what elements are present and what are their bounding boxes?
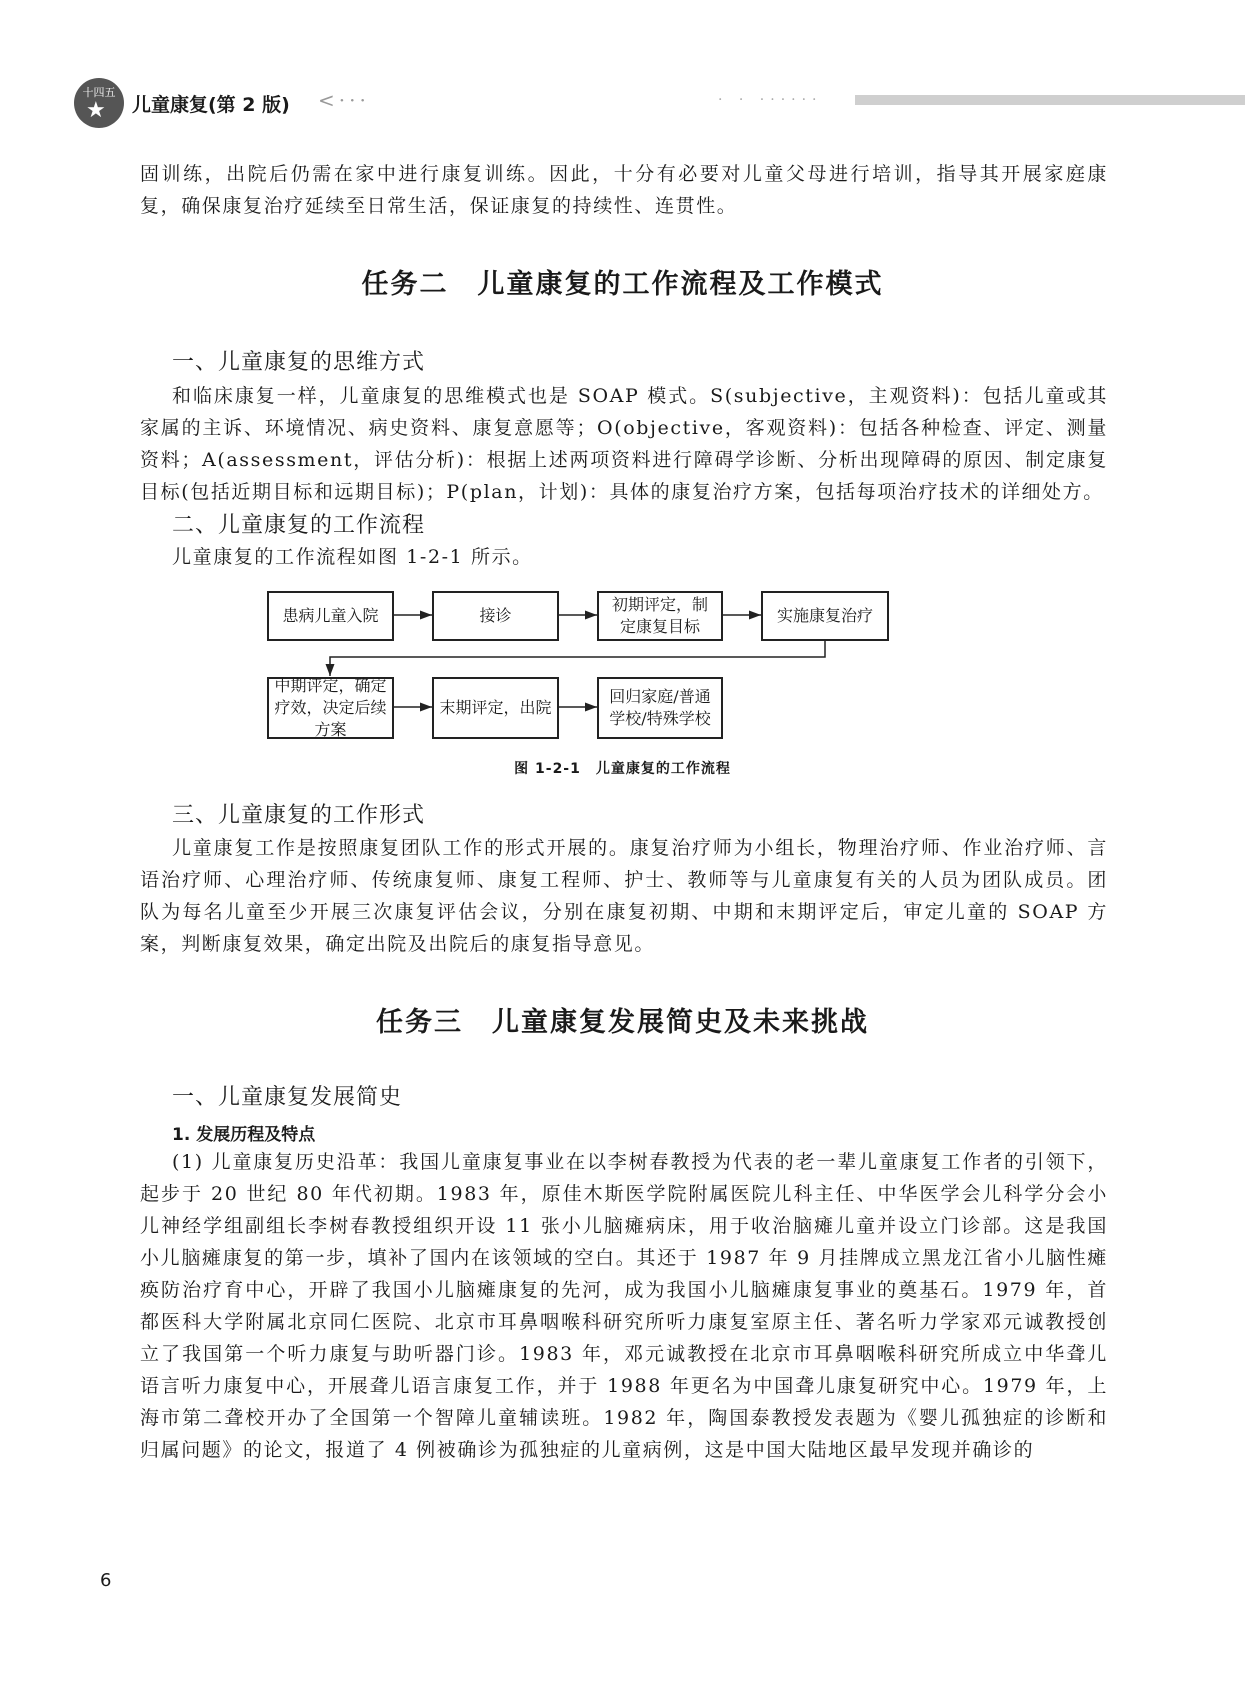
header-arrow-decoration: <··· — [318, 88, 370, 112]
section-heading: 一、儿童康复的思维方式 — [172, 350, 426, 375]
star-icon: ★ — [86, 98, 106, 123]
logo-text: 十四五 — [82, 86, 116, 99]
flow-arrow — [330, 640, 825, 676]
soap-paragraph: 和临床康复一样，儿童康复的思维模式也是 SOAP 模式。S(subjective，主观资料)：包括儿童或其家属的主诉、环境情况、病史资料、康复意愿等；O(objective，客观资料)：包括各种检查、评定、测量资料；A(assessment，评估分析)：根据上述两项资料进行障碍学诊断、分析出现障碍的原因、制定康复目标(包括近期目标和远期目标)；P(plan，计划)：具体的康复治疗方案，包括每项治疗技术的详细处方。 — [140, 385, 1108, 503]
section-heading: 三、儿童康复的工作形式 — [172, 803, 426, 828]
flow-box: 初期评定，制定康复目标 — [597, 591, 723, 641]
flow-box: 实施康复治疗 — [761, 591, 889, 641]
flow-box: 回归家庭/普通学校/特殊学校 — [597, 677, 723, 739]
flow-intro: 儿童康复的工作流程如图 1-2-1 所示。 — [172, 546, 533, 568]
header-dots-decoration: · · ······ — [718, 92, 823, 108]
running-header-title: 儿童康复(第 2 版) — [132, 94, 290, 116]
section-heading: 二、儿童康复的工作流程 — [172, 513, 426, 538]
page-number: 6 — [100, 1570, 112, 1591]
sub-heading: 1. 发展历程及特点 — [172, 1125, 316, 1145]
flow-connectors — [0, 0, 1245, 760]
task2-title: 任务二 儿童康复的工作流程及工作模式 — [361, 269, 884, 300]
flow-box: 患病儿童入院 — [267, 591, 394, 641]
flow-box: 中期评定，确定疗效，决定后续方案 — [267, 677, 394, 739]
history-paragraph: (1) 儿童康复历史沿革：我国儿童康复事业在以李树春教授为代表的老一辈儿童康复工作者的引领下，起步于 20 世纪 80 年代初期。1983 年，原佳木斯医学院附属医院儿科主任、中华医学会儿科学分会小儿神经学组副组长李树春教授组织开设 11 张小儿脑瘫病床，用于收治脑瘫儿童并设立门诊部。这是我国小儿脑瘫康复的第一步，填补了国内在该领域的空白。其还于 1987 年 9 月挂牌成立黑龙江省小儿脑性瘫痪防治疗育中心，开辟了我国小儿脑瘫康复的先河，成为我国小儿脑瘫康复事业的奠基石。1979 年，首都医科大学附属北京同仁医院、北京市耳鼻咽喉科研究所听力康复室原主任、著名听力学家邓元诚教授创立了我国第一个听力康复与助听器门诊。1983 年，邓元诚教授在北京市耳鼻咽喉科研究所成立中华聋儿语言听力康复中心，开展聋儿语言康复工作，并于 1988 年更名为中国聋儿康复研究中心。1979 年，上海市第二聋校开办了全国第一个智障儿童辅读班。1982 年，陶国泰教授发表题为《婴儿孤独症的诊断和归属问题》的论文，报道了 4 例被确诊为孤独症的儿童病例，这是中国大陆地区最早发现并确诊的 — [140, 1151, 1108, 1461]
flow-box: 接诊 — [432, 591, 559, 641]
team-paragraph: 儿童康复工作是按照康复团队工作的形式开展的。康复治疗师为小组长，物理治疗师、作业治疗师、言语治疗师、心理治疗师、传统康复师、康复工程师、护士、教师等与儿童康复有关的人员为团队成员。团队为每名儿童至少开展三次康复评估会议，分别在康复初期、中期和末期评定后，审定儿童的 SOAP 方案，判断康复效果，确定出院及出院后的康复指导意见。 — [140, 837, 1108, 955]
flow-box: 末期评定，出院 — [432, 677, 559, 739]
task3-title: 任务三 儿童康复发展简史及未来挑战 — [376, 1007, 869, 1038]
section-heading: 一、儿童康复发展简史 — [172, 1085, 403, 1110]
intro-paragraph: 固训练，出院后仍需在家中进行康复训练。因此，十分有必要对儿童父母进行培训，指导其开展家庭康复，确保康复治疗延续至日常生活，保证康复的持续性、连贯性。 — [140, 163, 1108, 217]
figure-caption: 图 1-2-1 儿童康复的工作流程 — [514, 761, 731, 777]
